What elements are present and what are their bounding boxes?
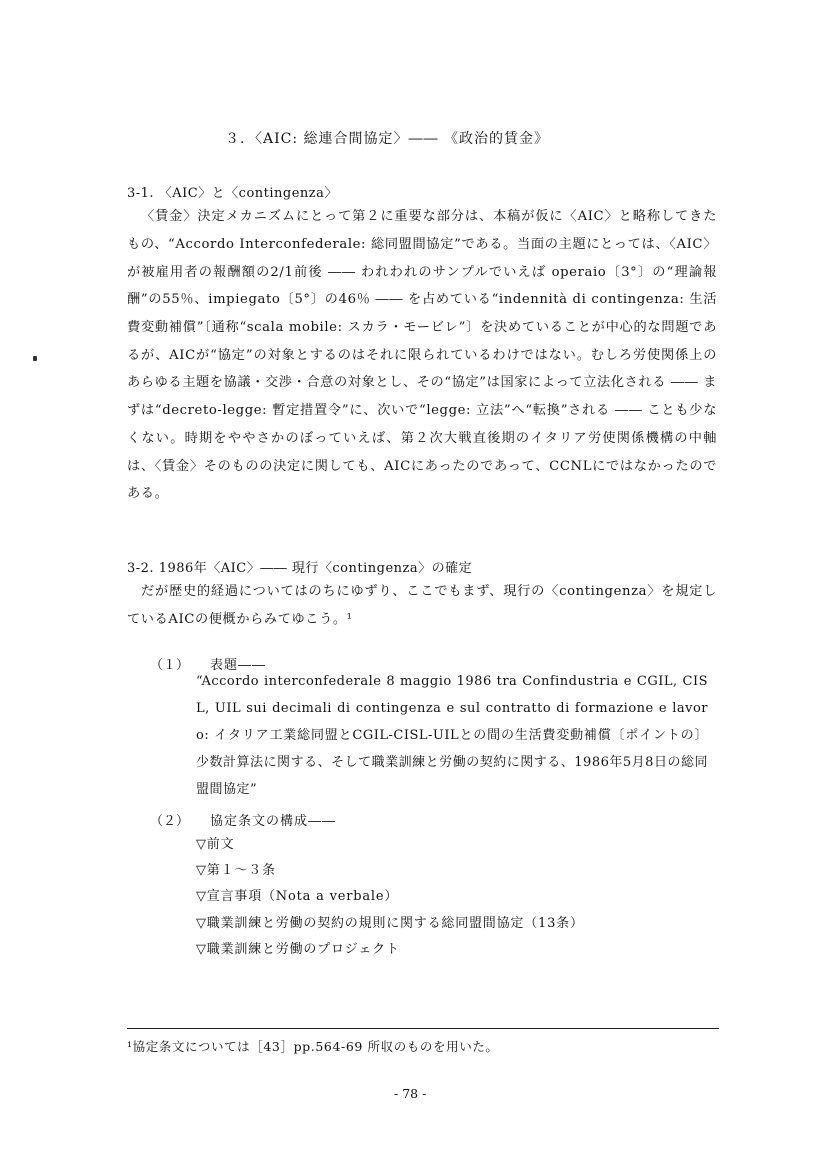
item-number-1: （１） — [150, 658, 190, 673]
item-number-2: （２） — [150, 814, 190, 829]
list-item: ▽第１～３条 — [196, 863, 276, 879]
section-body-3-2: だが歴史的経過についてはのちにゆずり、ここでもまず、現行の〈contingenza〉を規定しているAICの便概からみてゆこう。¹ — [127, 584, 717, 627]
item-label-title: 表題―― — [210, 658, 267, 673]
scan-speck — [33, 356, 37, 361]
list-item: ▽職業訓練と労働のプロジェクト — [196, 941, 400, 957]
chapter-title: ３．〈AIC: 総連合間協定〉―― 《政治的賃金》 — [225, 131, 549, 147]
footnote: ¹協定条文については［43］pp.564-69 所収のものを用いた。 — [127, 1039, 499, 1054]
page-number: - 78 - — [394, 1086, 427, 1101]
list-item: ▽前文 — [196, 837, 235, 852]
item-label-structure: 協定条文の構成―― — [210, 814, 337, 829]
list-item: ▽宣言事項（Nota a verbale） — [196, 889, 399, 905]
structure-list — [196, 832, 584, 963]
agreement-title-quote: “Accordo interconfederale 8 maggio 1986 tra Confindustria e CGIL, CISL, UIL sui decimali di contingenza e sul contratto di formazione e lavoro: イタリア工業総同盟とCGIL-CISL-UILとの間の生活費変動補償〔ポイントの〕少数計算法に関する、そして職業訓練と労働の契約に関する、1986年5月8日の総同盟間協定” — [196, 674, 708, 797]
section-heading-3-1: 3-1. 〈AIC〉と〈contingenza〉 — [127, 186, 338, 201]
section-heading-3-2: 3-2. 1986年〈AIC〉―― 現行〈contingenza〉の確定 — [127, 561, 473, 576]
list-item: ▽職業訓練と労働の契約の規則に関する総同盟間協定（13条） — [196, 915, 584, 931]
section-body-3-1: 〈賃金〉決定メカニズムにとって第２に重要な部分は、本稿が仮に〈AIC〉と略称してきたもの、“Accordo Interconfederale: 総同盟間協定”である。当面の主題にとっては、〈AIC〉が被雇用者の報酬額の2/1前後 ―― われわれのサンプルでいえば operaio〔3°〕の“理論報酬”の55％、impiegato〔5°〕の46％ ―― を占めている“indennità di contingenza: 生活費変動補償”〔通称“scala mobile: スカラ・モービレ”〕を決めていることが中心的な問題であるが、AICが“協定”の対象とするのはそれに限られているわけではない。むしろ労使関係上のあらゆる主題を協議・交渉・合意の対象とし、その“協定”は国家によって立法化される ―― まずは“decreto-legge: 暫定措置令”に、次いで“legge: 立法”へ“転換”される ―― ことも少なくない。時期をややさかのぼっていえば、第２次大戦直後期のイタリア労使関係機構の中軸は、〈賃金〉そのものの決定に関しても、AICにあったのであって、CCNLにではなかったのである。 — [127, 209, 717, 502]
footnote-divider — [127, 1028, 719, 1029]
